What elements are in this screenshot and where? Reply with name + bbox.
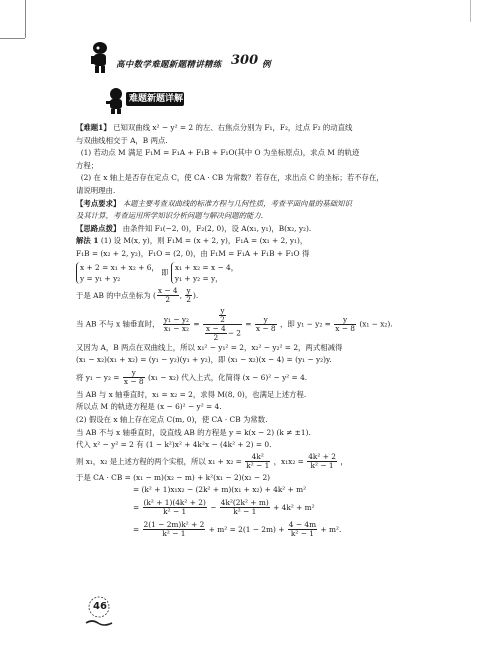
crop-mark — [470, 0, 471, 22]
fraction: $\frac{\text{y₁ − y₂}}{\text{x₁ − x₂}}$ — [163, 314, 189, 333]
system-eq: x₁ + x₂ = x − 4， — [174, 262, 239, 272]
solution-system — [76, 261, 436, 285]
section-banner — [103, 87, 191, 111]
requirement-line — [76, 198, 436, 211]
problem-line: 与双曲线相交于 A，B 两点. — [76, 135, 168, 145]
requirement-tag: 【考点要求】 — [76, 198, 121, 208]
fraction: $\frac{y}{2}$ — [186, 286, 191, 305]
solution-line: 当 AB 不与 x 轴垂直时，设直线 AB 的方程是 y = k(x − 2) (k ≠ ±1). — [76, 427, 311, 437]
compound-fraction: $\frac{y}{2}$ $\frac{x - 4}{2}$ − 2 — [203, 307, 242, 342]
problem-part1-end: 方程； — [76, 160, 99, 170]
problem-part2-end: 请说明理由. — [76, 185, 116, 195]
crop-mark — [25, 0, 26, 38]
solution-line: = $\frac{\text{(k² + 1)(4k² + 2)}}{\text{k² − 1}}$ − $\frac{\text{4k²(2k² + m)}}{\text{k² − 1}}$ + 4k² + m² — [133, 498, 315, 517]
fraction: $\frac{y}{x - 8}$ — [335, 314, 355, 333]
solution-line — [76, 484, 436, 497]
problem-part2 — [76, 172, 436, 185]
solution-line: (x₁ − x₂)(x₁ + x₂) = (y₁ − y₂)(y₁ + y₂)，即 (x₁ − x₂)(x − 4) = (y₁ − y₂)y. — [76, 355, 332, 365]
fraction: $\frac{4 - 4m}{\text{k² − 1}}$ — [288, 520, 317, 539]
requirement-line: 及其计算，考查运用所学知识分析问题与解决问题的能力. — [76, 211, 264, 221]
solution-text: (x₁ − x₂) 代入上式，化简得 (x − 6)² − y² = 4. — [147, 372, 308, 382]
problem-part1-text: (1) 若动点 M 满足 F₁M = F₁A + F₁B + F₁O(其中 O 为坐标原点)，求点 M 的轨迹 — [80, 148, 360, 158]
solution-text: 则 x₁，x₂ 是上述方程的两个实根，所以 x₁ + x₂ = — [76, 456, 242, 466]
equals: = — [245, 319, 252, 329]
equals: = — [193, 319, 200, 329]
solution-line — [76, 307, 436, 342]
solution-text: ，x₁x₂ = — [273, 456, 304, 466]
fraction: $\frac{\text{4k²}}{\text{k² − 1}}$ — [246, 452, 270, 471]
solution-line — [76, 452, 436, 472]
header-title: 高中数学难题新题精讲精练 — [116, 60, 222, 70]
minus: − — [210, 502, 217, 512]
solution-tag: 解法 1 — [76, 236, 99, 246]
idea-line — [76, 223, 436, 236]
solution-line: F₁B = (x₂ + 2, y₂)，F₁O = (2, 0)，由 F₁M = F₁A + F₁B + F₁O 得 — [76, 248, 310, 258]
system-eq: x + 2 = x₁ + x₂ + 6， — [80, 262, 159, 272]
solution-line: = $\frac{\text{2(1 − 2m)k² + 2}}{\text{k² − 1}}$ + m² = 2(1 − 2m) + $\frac{4 - 4m}{\text{k² − 1}}$ + m². — [133, 520, 342, 539]
solution-line: 又因为 A，B 两点在双曲线上，所以 x₁² − y₁² = 2，x₂² − y₂² = 2，两式相减得 — [76, 342, 343, 352]
solution-text: 当 AB 不与 x 轴垂直时， — [76, 319, 160, 329]
idea-tag: 【思路点拨】 — [76, 223, 121, 233]
fraction: $\frac{\text{4k² + 2}}{\text{k² − 1}}$ — [308, 452, 336, 471]
problem-line — [76, 122, 436, 135]
problem-tag: 【难题1】 — [76, 123, 111, 132]
solution-text: 于是 AB 的中点坐标为 — [76, 290, 151, 300]
solution-line: 于是 AB 的中点坐标为 ( $\frac{x - 4}{2}$ , $\frac{y}{2}$ ). — [76, 286, 199, 305]
solution-line: 所以点 M 的轨迹方程是 (x − 6)² − y² = 4. — [76, 402, 222, 412]
page-number: 46 — [93, 601, 107, 612]
system-eq: y = y₁ + y₂ — [80, 273, 121, 283]
solution-line: (2) 假设在 x 轴上存在定点 C(m, 0)，使 CA · CB 为常数. — [76, 414, 268, 424]
solution-text: 将 y₁ − y₂ = — [76, 372, 120, 382]
solution-text: + m² = 2(1 − 2m) + — [208, 524, 285, 534]
fraction: $\frac{y}{x - 8}$ — [123, 368, 144, 387]
solution-line — [76, 367, 436, 389]
solution-text: ， — [340, 456, 348, 466]
solution-line: 当 AB 与 x 轴垂直时，x₁ = x₂ = 2，求得 M(8, 0)，也满足上述方程. — [76, 389, 307, 399]
page-number-badge — [84, 593, 116, 629]
content-body — [76, 122, 436, 541]
problem-part2-text: (2) 在 x 轴上是否存在定点 C，使 CA · CB 为常数？若存在，求出点 C 的坐标；若不存在， — [80, 173, 384, 183]
solution-text: = (k² + 1)x₁x₂ − (2k² + m)(x₁ + x₂) + 4k² + m² — [133, 485, 307, 495]
requirement-text: 本题主要考查双曲线的标准方程与几何性质，考查平面向量的基础知识 — [122, 198, 352, 208]
solution-line — [76, 235, 436, 248]
fraction: $\frac{y}{x - 8}$ — [255, 314, 276, 333]
system-connector: 即 — [161, 267, 169, 277]
equation-system — [76, 262, 159, 284]
fraction: $\frac{\text{4k²(2k² + m)}}{\text{k² − 1}}$ — [220, 498, 269, 517]
solution-text: + m². — [320, 524, 342, 534]
solution-line: 代入 x² − y² = 2 有 (1 − k²)x² + 4k²x − (4k² + 2) = 0. — [76, 440, 272, 450]
system-eq: y₁ + y₂ = y， — [174, 273, 223, 283]
crop-mark — [0, 38, 25, 39]
header-number: 300 — [231, 53, 259, 68]
fraction: $\frac{\text{2(1 − 2m)k² + 2}}{\text{k² − 1}}$ — [143, 520, 205, 539]
solution-text: ，即 y₁ − y₂ = — [279, 319, 331, 329]
solution-text: (x₁ − x₂). — [359, 319, 393, 329]
problem-part1 — [76, 147, 436, 160]
idea-text: 由条件知 F₁(−2, 0)，F₂(2, 0)，设 A(x₁, y₁)，B(x₂, y₂). — [122, 223, 312, 233]
fraction: $\frac{\text{(k² + 1)(4k² + 2)}}{\text{k² − 1}}$ — [143, 498, 206, 517]
banner-label: 难题新题详解 — [128, 94, 183, 104]
solution-text: + 4k² + m² — [273, 502, 315, 512]
mascot-icon — [86, 40, 116, 74]
solution-text: (1) 设 M(x, y)，则 F₁M = (x + 2, y)，F₁A = (x₁ + 2, y₁)， — [100, 236, 308, 246]
problem-text: 已知双曲线 x² − y² = 2 的左、右焦点分别为 F₁，F₂，过点 F₂ 的动直线 — [113, 123, 353, 132]
equation-system — [171, 262, 238, 284]
header-suffix: 例 — [262, 60, 271, 70]
solution-line: 于是 CA · CB = (x₁ − m)(x₂ − m) + k²(x₁ − 2)(x₂ − 2) — [76, 472, 271, 482]
fraction: $\frac{x - 4}{2}$ — [157, 286, 178, 305]
